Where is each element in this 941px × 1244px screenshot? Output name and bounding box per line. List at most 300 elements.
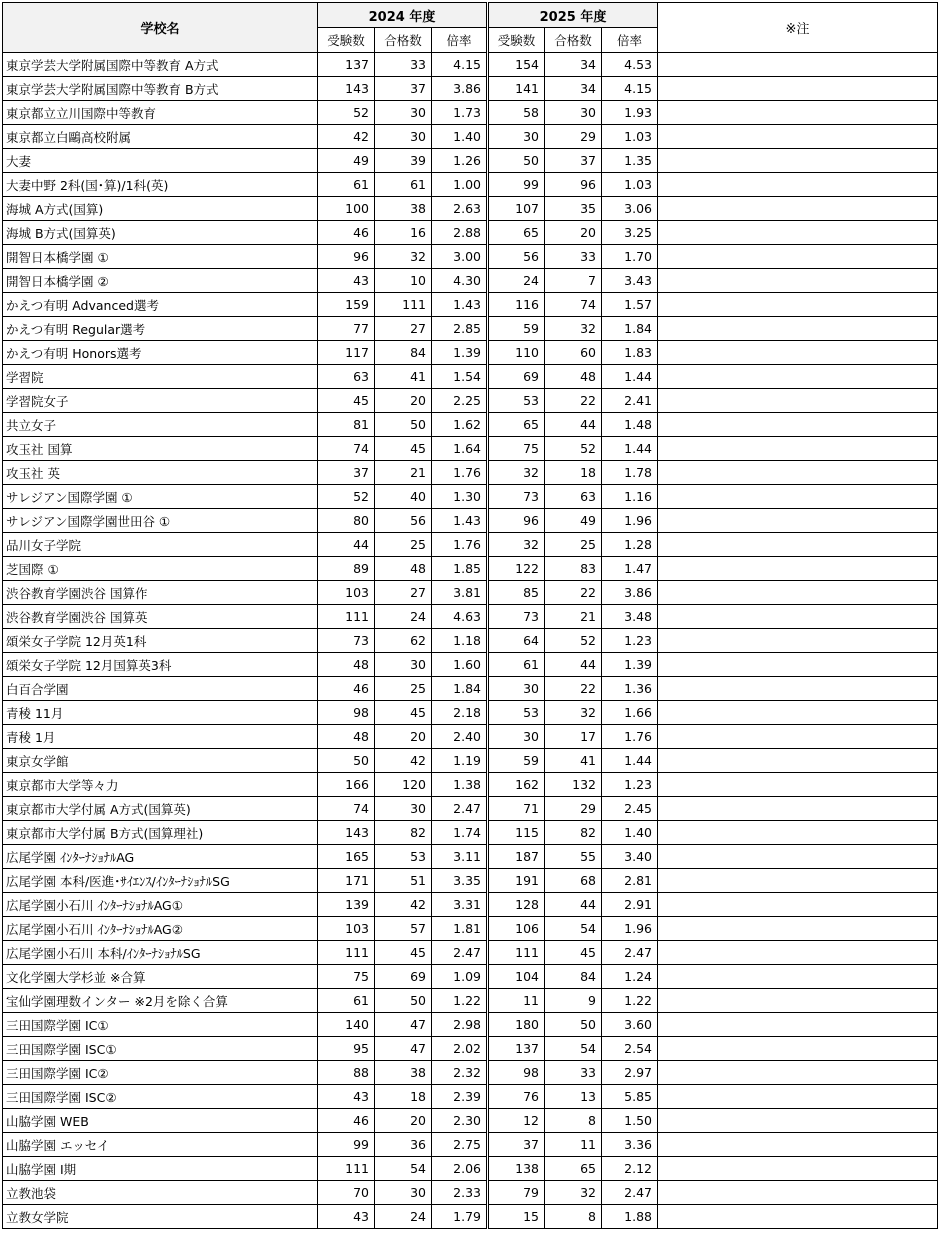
- ratio-2024-cell[interactable]: 2.75: [432, 1133, 488, 1157]
- ratio-2024-cell[interactable]: 1.39: [432, 341, 488, 365]
- applicants-2024-cell[interactable]: 48: [318, 653, 375, 677]
- ratio-2025-cell[interactable]: 2.81: [602, 869, 658, 893]
- note-cell[interactable]: [658, 1037, 938, 1061]
- passed-2025-cell[interactable]: 32: [545, 317, 602, 341]
- applicants-2024-cell[interactable]: 100: [318, 197, 375, 221]
- applicants-2024-cell[interactable]: 52: [318, 101, 375, 125]
- note-cell[interactable]: [658, 557, 938, 581]
- ratio-2024-cell[interactable]: 1.26: [432, 149, 488, 173]
- passed-2024-cell[interactable]: 40: [375, 485, 432, 509]
- ratio-2025-cell[interactable]: 3.06: [602, 197, 658, 221]
- applicants-2024-cell[interactable]: 80: [318, 509, 375, 533]
- ratio-2025-cell[interactable]: 1.50: [602, 1109, 658, 1133]
- note-cell[interactable]: [658, 917, 938, 941]
- ratio-2024-cell[interactable]: 1.60: [432, 653, 488, 677]
- applicants-2024-cell[interactable]: 96: [318, 245, 375, 269]
- applicants-2025-cell[interactable]: 53: [488, 389, 545, 413]
- passed-2025-cell[interactable]: 13: [545, 1085, 602, 1109]
- ratio-2024-cell[interactable]: 1.18: [432, 629, 488, 653]
- ratio-2025-cell[interactable]: 4.53: [602, 53, 658, 77]
- school-name-cell[interactable]: 海城 B方式(国算英): [3, 221, 318, 245]
- applicants-2024-cell[interactable]: 42: [318, 125, 375, 149]
- ratio-2025-cell[interactable]: 2.12: [602, 1157, 658, 1181]
- ratio-2025-cell[interactable]: 1.39: [602, 653, 658, 677]
- ratio-2024-cell[interactable]: 4.15: [432, 53, 488, 77]
- note-cell[interactable]: [658, 653, 938, 677]
- applicants-2024-cell[interactable]: 111: [318, 605, 375, 629]
- passed-2025-cell[interactable]: 11: [545, 1133, 602, 1157]
- applicants-2025-cell[interactable]: 65: [488, 413, 545, 437]
- applicants-2025-cell[interactable]: 85: [488, 581, 545, 605]
- passed-2024-cell[interactable]: 24: [375, 1205, 432, 1229]
- school-name-cell[interactable]: 白百合学園: [3, 677, 318, 701]
- passed-2025-cell[interactable]: 44: [545, 653, 602, 677]
- passed-2024-cell[interactable]: 57: [375, 917, 432, 941]
- ratio-2024-cell[interactable]: 2.25: [432, 389, 488, 413]
- school-name-cell[interactable]: 広尾学園小石川 本科/ｲﾝﾀｰﾅｼｮﾅﾙSG: [3, 941, 318, 965]
- note-cell[interactable]: [658, 509, 938, 533]
- ratio-2025-cell[interactable]: 1.70: [602, 245, 658, 269]
- note-cell[interactable]: [658, 533, 938, 557]
- applicants-2024-cell[interactable]: 99: [318, 1133, 375, 1157]
- ratio-2025-cell[interactable]: 1.03: [602, 173, 658, 197]
- passed-2025-cell[interactable]: 68: [545, 869, 602, 893]
- school-name-cell[interactable]: かえつ有明 Honors選考: [3, 341, 318, 365]
- passed-2024-cell[interactable]: 16: [375, 221, 432, 245]
- ratio-2025-cell[interactable]: 3.60: [602, 1013, 658, 1037]
- applicants-2024-cell[interactable]: 49: [318, 149, 375, 173]
- ratio-2024-cell[interactable]: 3.31: [432, 893, 488, 917]
- note-cell[interactable]: [658, 1109, 938, 1133]
- applicants-2025-cell[interactable]: 122: [488, 557, 545, 581]
- applicants-2024-cell[interactable]: 43: [318, 269, 375, 293]
- note-cell[interactable]: [658, 245, 938, 269]
- school-name-cell[interactable]: 開智日本橋学園 ②: [3, 269, 318, 293]
- applicants-2024-cell[interactable]: 43: [318, 1205, 375, 1229]
- passed-2024-cell[interactable]: 20: [375, 725, 432, 749]
- passed-2024-cell[interactable]: 82: [375, 821, 432, 845]
- school-name-cell[interactable]: 山脇学園 WEB: [3, 1109, 318, 1133]
- ratio-2025-cell[interactable]: 1.88: [602, 1205, 658, 1229]
- passed-2024-cell[interactable]: 47: [375, 1037, 432, 1061]
- passed-2025-cell[interactable]: 21: [545, 605, 602, 629]
- ratio-2024-cell[interactable]: 4.30: [432, 269, 488, 293]
- applicants-2024-cell[interactable]: 111: [318, 941, 375, 965]
- applicants-2025-cell[interactable]: 32: [488, 533, 545, 557]
- note-cell[interactable]: [658, 485, 938, 509]
- note-cell[interactable]: [658, 53, 938, 77]
- passed-2025-cell[interactable]: 7: [545, 269, 602, 293]
- ratio-2024-cell[interactable]: 1.43: [432, 509, 488, 533]
- ratio-2024-cell[interactable]: 1.43: [432, 293, 488, 317]
- passed-2025-cell[interactable]: 54: [545, 1037, 602, 1061]
- ratio-2024-cell[interactable]: 1.30: [432, 485, 488, 509]
- applicants-2024-cell[interactable]: 61: [318, 173, 375, 197]
- passed-2024-cell[interactable]: 111: [375, 293, 432, 317]
- school-name-cell[interactable]: 大妻: [3, 149, 318, 173]
- passed-2024-cell[interactable]: 120: [375, 773, 432, 797]
- school-name-cell[interactable]: 青稜 1月: [3, 725, 318, 749]
- note-cell[interactable]: [658, 725, 938, 749]
- passed-2025-cell[interactable]: 52: [545, 629, 602, 653]
- ratio-2025-cell[interactable]: 1.03: [602, 125, 658, 149]
- note-cell[interactable]: [658, 293, 938, 317]
- school-name-cell[interactable]: 広尾学園小石川 ｲﾝﾀｰﾅｼｮﾅﾙAG①: [3, 893, 318, 917]
- applicants-2025-cell[interactable]: 53: [488, 701, 545, 725]
- passed-2024-cell[interactable]: 18: [375, 1085, 432, 1109]
- note-cell[interactable]: [658, 989, 938, 1013]
- applicants-2024-cell[interactable]: 70: [318, 1181, 375, 1205]
- applicants-2024-cell[interactable]: 63: [318, 365, 375, 389]
- applicants-2024-cell[interactable]: 48: [318, 725, 375, 749]
- applicants-2025-cell[interactable]: 96: [488, 509, 545, 533]
- ratio-2024-cell[interactable]: 3.86: [432, 77, 488, 101]
- ratio-2024-cell[interactable]: 2.98: [432, 1013, 488, 1037]
- applicants-2024-cell[interactable]: 50: [318, 749, 375, 773]
- school-name-cell[interactable]: 東京都立白鷗高校附属: [3, 125, 318, 149]
- note-cell[interactable]: [658, 1181, 938, 1205]
- applicants-2025-cell[interactable]: 99: [488, 173, 545, 197]
- ratio-2025-cell[interactable]: 3.86: [602, 581, 658, 605]
- ratio-2025-cell[interactable]: 1.16: [602, 485, 658, 509]
- note-cell[interactable]: [658, 341, 938, 365]
- applicants-2025-cell[interactable]: 58: [488, 101, 545, 125]
- applicants-2025-cell[interactable]: 71: [488, 797, 545, 821]
- passed-2025-cell[interactable]: 63: [545, 485, 602, 509]
- passed-2025-cell[interactable]: 22: [545, 389, 602, 413]
- passed-2024-cell[interactable]: 32: [375, 245, 432, 269]
- ratio-2025-cell[interactable]: 2.91: [602, 893, 658, 917]
- note-cell[interactable]: [658, 461, 938, 485]
- passed-2025-cell[interactable]: 29: [545, 125, 602, 149]
- ratio-2024-cell[interactable]: 2.88: [432, 221, 488, 245]
- applicants-2025-cell[interactable]: 162: [488, 773, 545, 797]
- note-cell[interactable]: [658, 269, 938, 293]
- ratio-2025-cell[interactable]: 3.36: [602, 1133, 658, 1157]
- passed-2024-cell[interactable]: 45: [375, 941, 432, 965]
- ratio-2025-cell[interactable]: 1.36: [602, 677, 658, 701]
- note-cell[interactable]: [658, 173, 938, 197]
- ratio-2024-cell[interactable]: 2.02: [432, 1037, 488, 1061]
- passed-2025-cell[interactable]: 60: [545, 341, 602, 365]
- school-name-cell[interactable]: 立教池袋: [3, 1181, 318, 1205]
- passed-2024-cell[interactable]: 54: [375, 1157, 432, 1181]
- ratio-2024-cell[interactable]: 2.40: [432, 725, 488, 749]
- ratio-2024-cell[interactable]: 1.79: [432, 1205, 488, 1229]
- note-cell[interactable]: [658, 869, 938, 893]
- applicants-2024-cell[interactable]: 45: [318, 389, 375, 413]
- ratio-2025-cell[interactable]: 3.25: [602, 221, 658, 245]
- applicants-2025-cell[interactable]: 30: [488, 725, 545, 749]
- passed-2025-cell[interactable]: 65: [545, 1157, 602, 1181]
- applicants-2025-cell[interactable]: 137: [488, 1037, 545, 1061]
- passed-2024-cell[interactable]: 51: [375, 869, 432, 893]
- applicants-2024-cell[interactable]: 77: [318, 317, 375, 341]
- school-name-cell[interactable]: かえつ有明 Advanced選考: [3, 293, 318, 317]
- passed-2024-cell[interactable]: 45: [375, 701, 432, 725]
- passed-2025-cell[interactable]: 34: [545, 53, 602, 77]
- passed-2025-cell[interactable]: 33: [545, 245, 602, 269]
- applicants-2025-cell[interactable]: 30: [488, 125, 545, 149]
- note-cell[interactable]: [658, 677, 938, 701]
- ratio-2025-cell[interactable]: 3.43: [602, 269, 658, 293]
- passed-2025-cell[interactable]: 52: [545, 437, 602, 461]
- ratio-2024-cell[interactable]: 2.18: [432, 701, 488, 725]
- applicants-2025-cell[interactable]: 116: [488, 293, 545, 317]
- note-cell[interactable]: [658, 77, 938, 101]
- passed-2024-cell[interactable]: 42: [375, 893, 432, 917]
- applicants-2025-cell[interactable]: 50: [488, 149, 545, 173]
- ratio-2024-cell[interactable]: 1.62: [432, 413, 488, 437]
- ratio-2025-cell[interactable]: 1.78: [602, 461, 658, 485]
- passed-2024-cell[interactable]: 39: [375, 149, 432, 173]
- passed-2024-cell[interactable]: 33: [375, 53, 432, 77]
- note-cell[interactable]: [658, 413, 938, 437]
- ratio-2024-cell[interactable]: 2.39: [432, 1085, 488, 1109]
- passed-2025-cell[interactable]: 45: [545, 941, 602, 965]
- ratio-2025-cell[interactable]: 1.23: [602, 773, 658, 797]
- applicants-2024-cell[interactable]: 88: [318, 1061, 375, 1085]
- ratio-2024-cell[interactable]: 2.85: [432, 317, 488, 341]
- note-cell[interactable]: [658, 893, 938, 917]
- applicants-2024-cell[interactable]: 140: [318, 1013, 375, 1037]
- school-name-cell[interactable]: 学習院女子: [3, 389, 318, 413]
- passed-2025-cell[interactable]: 37: [545, 149, 602, 173]
- applicants-2025-cell[interactable]: 69: [488, 365, 545, 389]
- ratio-2024-cell[interactable]: 1.38: [432, 773, 488, 797]
- school-name-cell[interactable]: サレジアン国際学園 ①: [3, 485, 318, 509]
- passed-2024-cell[interactable]: 50: [375, 413, 432, 437]
- ratio-2025-cell[interactable]: 1.66: [602, 701, 658, 725]
- applicants-2024-cell[interactable]: 103: [318, 917, 375, 941]
- passed-2024-cell[interactable]: 62: [375, 629, 432, 653]
- note-cell[interactable]: [658, 437, 938, 461]
- ratio-2025-cell[interactable]: 1.44: [602, 749, 658, 773]
- applicants-2025-cell[interactable]: 128: [488, 893, 545, 917]
- ratio-2025-cell[interactable]: 1.28: [602, 533, 658, 557]
- passed-2024-cell[interactable]: 42: [375, 749, 432, 773]
- school-name-cell[interactable]: 東京都市大学等々力: [3, 773, 318, 797]
- passed-2024-cell[interactable]: 20: [375, 1109, 432, 1133]
- applicants-2024-cell[interactable]: 98: [318, 701, 375, 725]
- school-name-cell[interactable]: 渋谷教育学園渋谷 国算英: [3, 605, 318, 629]
- note-cell[interactable]: [658, 845, 938, 869]
- passed-2024-cell[interactable]: 30: [375, 653, 432, 677]
- passed-2025-cell[interactable]: 32: [545, 701, 602, 725]
- passed-2024-cell[interactable]: 84: [375, 341, 432, 365]
- applicants-2025-cell[interactable]: 104: [488, 965, 545, 989]
- applicants-2025-cell[interactable]: 12: [488, 1109, 545, 1133]
- school-name-cell[interactable]: 東京都市大学付属 B方式(国算理社): [3, 821, 318, 845]
- ratio-2024-cell[interactable]: 1.76: [432, 533, 488, 557]
- ratio-2025-cell[interactable]: 1.24: [602, 965, 658, 989]
- school-name-cell[interactable]: 三田国際学園 IC①: [3, 1013, 318, 1037]
- applicants-2025-cell[interactable]: 59: [488, 317, 545, 341]
- passed-2024-cell[interactable]: 20: [375, 389, 432, 413]
- ratio-2024-cell[interactable]: 1.64: [432, 437, 488, 461]
- ratio-2025-cell[interactable]: 2.97: [602, 1061, 658, 1085]
- ratio-2025-cell[interactable]: 1.35: [602, 149, 658, 173]
- school-name-cell[interactable]: 三田国際学園 IC②: [3, 1061, 318, 1085]
- passed-2024-cell[interactable]: 61: [375, 173, 432, 197]
- ratio-2025-cell[interactable]: 1.96: [602, 509, 658, 533]
- note-cell[interactable]: [658, 1013, 938, 1037]
- note-cell[interactable]: [658, 365, 938, 389]
- ratio-2025-cell[interactable]: 2.54: [602, 1037, 658, 1061]
- applicants-2024-cell[interactable]: 89: [318, 557, 375, 581]
- ratio-2024-cell[interactable]: 1.54: [432, 365, 488, 389]
- applicants-2024-cell[interactable]: 143: [318, 77, 375, 101]
- passed-2025-cell[interactable]: 30: [545, 101, 602, 125]
- ratio-2025-cell[interactable]: 1.40: [602, 821, 658, 845]
- passed-2024-cell[interactable]: 10: [375, 269, 432, 293]
- applicants-2025-cell[interactable]: 180: [488, 1013, 545, 1037]
- ratio-2024-cell[interactable]: 2.63: [432, 197, 488, 221]
- school-name-cell[interactable]: 攻玉社 国算: [3, 437, 318, 461]
- passed-2024-cell[interactable]: 30: [375, 1181, 432, 1205]
- passed-2024-cell[interactable]: 56: [375, 509, 432, 533]
- ratio-2024-cell[interactable]: 3.35: [432, 869, 488, 893]
- school-name-cell[interactable]: 広尾学園小石川 ｲﾝﾀｰﾅｼｮﾅﾙAG②: [3, 917, 318, 941]
- passed-2025-cell[interactable]: 35: [545, 197, 602, 221]
- passed-2025-cell[interactable]: 44: [545, 893, 602, 917]
- note-cell[interactable]: [658, 797, 938, 821]
- note-cell[interactable]: [658, 965, 938, 989]
- note-cell[interactable]: [658, 317, 938, 341]
- passed-2024-cell[interactable]: 45: [375, 437, 432, 461]
- note-cell[interactable]: [658, 1085, 938, 1109]
- school-name-cell[interactable]: 頌栄女子学院 12月英1科: [3, 629, 318, 653]
- applicants-2024-cell[interactable]: 46: [318, 221, 375, 245]
- passed-2024-cell[interactable]: 48: [375, 557, 432, 581]
- ratio-2024-cell[interactable]: 1.40: [432, 125, 488, 149]
- note-cell[interactable]: [658, 749, 938, 773]
- note-cell[interactable]: [658, 941, 938, 965]
- note-cell[interactable]: [658, 389, 938, 413]
- school-name-cell[interactable]: 広尾学園 ｲﾝﾀｰﾅｼｮﾅﾙAG: [3, 845, 318, 869]
- ratio-2024-cell[interactable]: 3.81: [432, 581, 488, 605]
- applicants-2025-cell[interactable]: 107: [488, 197, 545, 221]
- note-cell[interactable]: [658, 1205, 938, 1229]
- school-name-cell[interactable]: 芝国際 ①: [3, 557, 318, 581]
- passed-2024-cell[interactable]: 25: [375, 533, 432, 557]
- passed-2025-cell[interactable]: 41: [545, 749, 602, 773]
- applicants-2025-cell[interactable]: 59: [488, 749, 545, 773]
- passed-2025-cell[interactable]: 20: [545, 221, 602, 245]
- school-name-cell[interactable]: 攻玉社 英: [3, 461, 318, 485]
- note-cell[interactable]: [658, 605, 938, 629]
- school-name-cell[interactable]: 共立女子: [3, 413, 318, 437]
- ratio-2025-cell[interactable]: 2.45: [602, 797, 658, 821]
- ratio-2025-cell[interactable]: 5.85: [602, 1085, 658, 1109]
- school-name-cell[interactable]: 広尾学園 本科/医進･ｻｲｴﾝｽ/ｲﾝﾀｰﾅｼｮﾅﾙSG: [3, 869, 318, 893]
- ratio-2025-cell[interactable]: 1.76: [602, 725, 658, 749]
- ratio-2024-cell[interactable]: 1.81: [432, 917, 488, 941]
- ratio-2024-cell[interactable]: 2.32: [432, 1061, 488, 1085]
- ratio-2025-cell[interactable]: 1.22: [602, 989, 658, 1013]
- ratio-2024-cell[interactable]: 1.22: [432, 989, 488, 1013]
- applicants-2024-cell[interactable]: 103: [318, 581, 375, 605]
- applicants-2024-cell[interactable]: 159: [318, 293, 375, 317]
- ratio-2025-cell[interactable]: 3.48: [602, 605, 658, 629]
- school-name-cell[interactable]: 東京都市大学付属 A方式(国算英): [3, 797, 318, 821]
- note-cell[interactable]: [658, 581, 938, 605]
- ratio-2025-cell[interactable]: 2.47: [602, 941, 658, 965]
- applicants-2025-cell[interactable]: 75: [488, 437, 545, 461]
- passed-2025-cell[interactable]: 49: [545, 509, 602, 533]
- ratio-2025-cell[interactable]: 1.93: [602, 101, 658, 125]
- passed-2025-cell[interactable]: 96: [545, 173, 602, 197]
- applicants-2025-cell[interactable]: 106: [488, 917, 545, 941]
- applicants-2025-cell[interactable]: 61: [488, 653, 545, 677]
- applicants-2025-cell[interactable]: 73: [488, 605, 545, 629]
- applicants-2024-cell[interactable]: 75: [318, 965, 375, 989]
- school-name-cell[interactable]: 東京学芸大学附属国際中等教育 A方式: [3, 53, 318, 77]
- ratio-2025-cell[interactable]: 1.44: [602, 437, 658, 461]
- applicants-2024-cell[interactable]: 61: [318, 989, 375, 1013]
- school-name-cell[interactable]: かえつ有明 Regular選考: [3, 317, 318, 341]
- passed-2025-cell[interactable]: 22: [545, 677, 602, 701]
- applicants-2025-cell[interactable]: 79: [488, 1181, 545, 1205]
- note-cell[interactable]: [658, 821, 938, 845]
- note-cell[interactable]: [658, 197, 938, 221]
- school-name-cell[interactable]: 山脇学園 I期: [3, 1157, 318, 1181]
- passed-2024-cell[interactable]: 47: [375, 1013, 432, 1037]
- passed-2025-cell[interactable]: 32: [545, 1181, 602, 1205]
- ratio-2024-cell[interactable]: 2.33: [432, 1181, 488, 1205]
- ratio-2024-cell[interactable]: 1.09: [432, 965, 488, 989]
- school-name-cell[interactable]: 山脇学園 エッセイ: [3, 1133, 318, 1157]
- applicants-2024-cell[interactable]: 44: [318, 533, 375, 557]
- ratio-2024-cell[interactable]: 2.47: [432, 941, 488, 965]
- applicants-2025-cell[interactable]: 98: [488, 1061, 545, 1085]
- school-name-cell[interactable]: 三田国際学園 ISC②: [3, 1085, 318, 1109]
- applicants-2024-cell[interactable]: 166: [318, 773, 375, 797]
- note-cell[interactable]: [658, 1157, 938, 1181]
- passed-2025-cell[interactable]: 29: [545, 797, 602, 821]
- passed-2024-cell[interactable]: 30: [375, 797, 432, 821]
- passed-2025-cell[interactable]: 50: [545, 1013, 602, 1037]
- applicants-2024-cell[interactable]: 111: [318, 1157, 375, 1181]
- ratio-2025-cell[interactable]: 4.15: [602, 77, 658, 101]
- school-name-cell[interactable]: 品川女子学院: [3, 533, 318, 557]
- ratio-2024-cell[interactable]: 1.19: [432, 749, 488, 773]
- applicants-2024-cell[interactable]: 74: [318, 797, 375, 821]
- school-name-cell[interactable]: 大妻中野 2科(国･算)/1科(英): [3, 173, 318, 197]
- applicants-2025-cell[interactable]: 110: [488, 341, 545, 365]
- passed-2025-cell[interactable]: 9: [545, 989, 602, 1013]
- applicants-2025-cell[interactable]: 11: [488, 989, 545, 1013]
- applicants-2024-cell[interactable]: 117: [318, 341, 375, 365]
- ratio-2024-cell[interactable]: 4.63: [432, 605, 488, 629]
- passed-2024-cell[interactable]: 30: [375, 125, 432, 149]
- passed-2025-cell[interactable]: 54: [545, 917, 602, 941]
- applicants-2025-cell[interactable]: 141: [488, 77, 545, 101]
- ratio-2025-cell[interactable]: 3.40: [602, 845, 658, 869]
- passed-2025-cell[interactable]: 48: [545, 365, 602, 389]
- ratio-2025-cell[interactable]: 2.47: [602, 1181, 658, 1205]
- school-name-cell[interactable]: 立教女学院: [3, 1205, 318, 1229]
- applicants-2024-cell[interactable]: 143: [318, 821, 375, 845]
- note-cell[interactable]: [658, 1133, 938, 1157]
- applicants-2025-cell[interactable]: 32: [488, 461, 545, 485]
- note-cell[interactable]: [658, 773, 938, 797]
- ratio-2024-cell[interactable]: 2.47: [432, 797, 488, 821]
- ratio-2024-cell[interactable]: 2.30: [432, 1109, 488, 1133]
- passed-2025-cell[interactable]: 82: [545, 821, 602, 845]
- passed-2025-cell[interactable]: 44: [545, 413, 602, 437]
- passed-2025-cell[interactable]: 8: [545, 1109, 602, 1133]
